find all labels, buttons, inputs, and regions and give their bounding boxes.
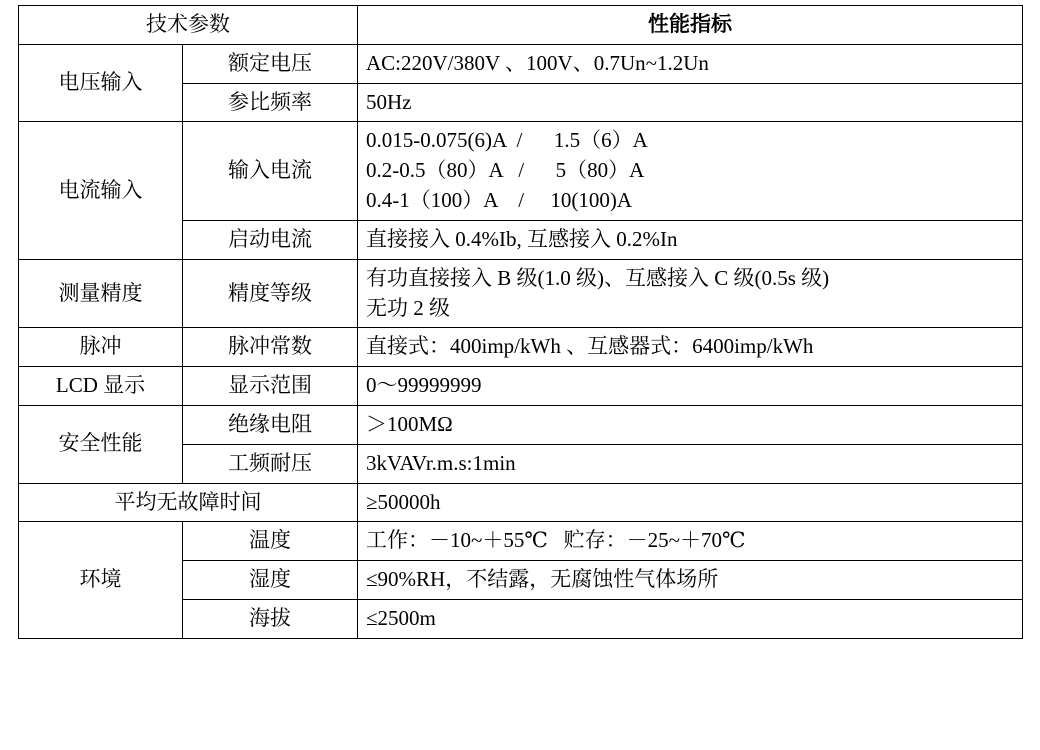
sub-display-range: 显示范围 [183,367,358,406]
value-line: AC:220V/380V 、100V、0.7Un~1.2Un [366,50,709,75]
category-environment: 环境 [19,522,183,638]
value-line: ≤2500m [366,606,436,630]
value-insulation-resistance [358,405,1023,444]
category-voltage-input: 电压输入 [19,44,183,122]
table-row [19,44,1023,83]
table-row [19,522,1023,561]
value-rated-voltage [358,44,1023,83]
sub-starting-current: 启动电流 [183,220,358,259]
table-row [19,367,1023,406]
category-measurement-accuracy: 测量精度 [19,259,183,328]
value-line: 0.2-0.5（80）A / 5（80）A [366,158,645,183]
sub-temperature: 温度 [183,522,358,561]
value-line: 0.015-0.075(6)A / 1.5（6）A [366,128,648,153]
value-line: ＞100MΩ [366,411,453,436]
table-row [19,122,1023,220]
value-line: 工作：－10~＋55℃ 贮存：－25~＋70℃ [366,528,746,553]
sub-insulation-resistance: 绝缘电阻 [183,405,358,444]
value-line: 0～99999999 [366,373,482,398]
header-parameter: 技术参数 [19,6,358,45]
table-header-row [19,6,1023,45]
value-altitude [358,600,1023,639]
sub-input-current: 输入电流 [183,122,358,220]
value-line: ≥50000h [366,489,441,514]
value-reference-frequency [358,83,1023,122]
value-line: 50Hz [366,89,412,114]
value-starting-current [358,220,1023,259]
sub-reference-frequency: 参比频率 [183,83,358,122]
value-line: 直接接入 0.4%Ib, 互感接入 0.2%In [366,226,678,251]
sub-pulse-constant: 脉冲常数 [183,328,358,367]
value-display-range [358,367,1023,406]
value-line: 3kVAVr.m.s:1min [366,450,516,475]
value-pulse-constant [358,328,1023,367]
table-body [19,6,1023,639]
category-lcd-display: LCD 显示 [19,367,183,406]
table-row [19,405,1023,444]
value-line: 无功 2 级 [366,295,450,320]
value-line: 0.4-1（100）A / 10(100)A [366,188,632,213]
value-line: 直接式：400imp/kWh 、互感器式：6400imp/kWh [366,334,814,359]
value-power-frequency-withstand-voltage [358,444,1023,483]
sub-rated-voltage: 额定电压 [183,44,358,83]
value-line: ≤90%RH，不结露，无腐蚀性气体场所 [366,567,719,592]
header-specification: 性能指标 [358,6,1023,45]
value-humidity [358,561,1023,600]
table-row [19,328,1023,367]
specification-table [18,5,1023,639]
table-row [19,259,1023,328]
category-safety-performance: 安全性能 [19,405,183,483]
value-line: 有功直接接入 B 级(1.0 级)、互感接入 C 级(0.5s 级) [366,265,830,290]
table-row [19,483,1023,522]
value-mtbf [358,483,1023,522]
sub-power-frequency-withstand-voltage: 工频耐压 [183,444,358,483]
value-accuracy-class [358,259,1023,328]
category-mtbf: 平均无故障时间 [19,483,358,522]
category-pulse: 脉冲 [19,328,183,367]
value-temperature [358,522,1023,561]
sub-altitude: 海拔 [183,600,358,639]
category-current-input: 电流输入 [19,122,183,259]
value-input-current [358,122,1023,220]
sub-humidity: 湿度 [183,561,358,600]
sub-accuracy-class: 精度等级 [183,259,358,328]
